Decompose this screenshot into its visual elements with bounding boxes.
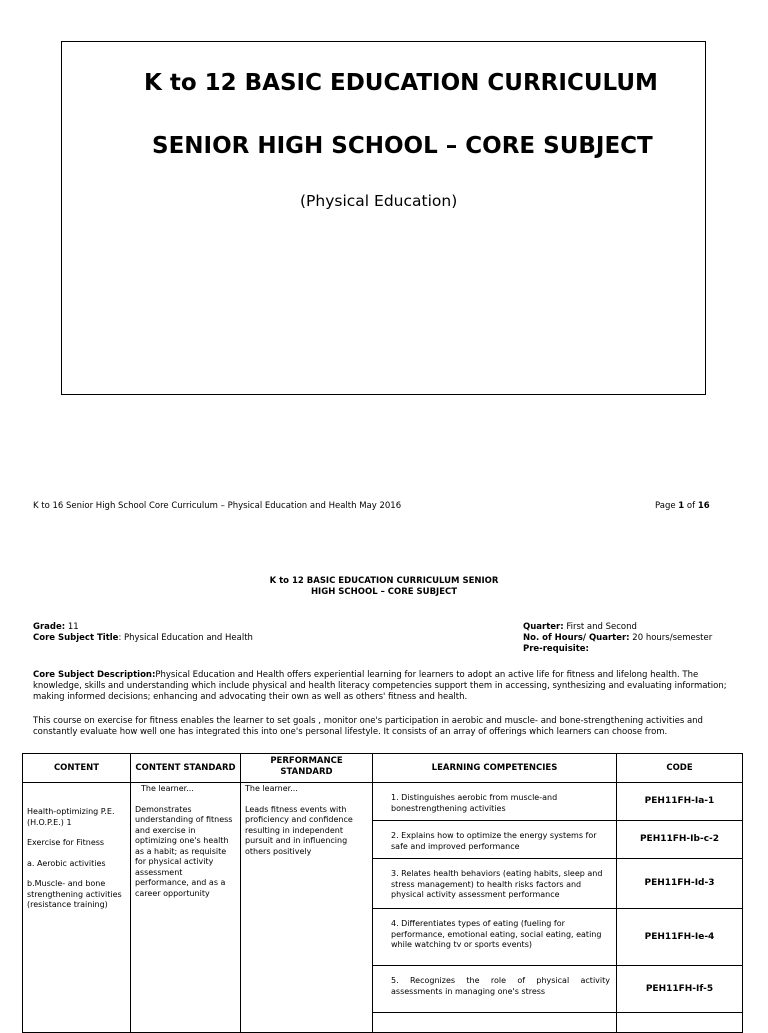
cover-subtitle: SENIOR HIGH SCHOOL – CORE SUBJECT — [152, 133, 653, 159]
code-cell: PEH11FH-Ia-1 — [617, 783, 743, 821]
subject-description — [33, 670, 745, 703]
header-content-standard: CONTENT STANDARD — [131, 754, 241, 783]
cover-box — [61, 41, 706, 395]
cover-title: K to 12 BASIC EDUCATION CURRICULUM — [144, 70, 658, 96]
performance-standard-text: Leads fitness events with proficiency and confidence resulting in independent pursuit and in influencing others positively — [245, 804, 353, 856]
header-learning-competencies: LEARNING COMPETENCIES — [373, 754, 617, 783]
content-standard-text-2: for physical activity assessment performance, and as a career opportunity — [135, 857, 226, 898]
competency-cell: 4. Differentiates types of eating (fueling for performance, emotional eating, social eating, eating while watching tv or sports events) — [373, 909, 617, 966]
content-line: (H.O.P.E.) 1 — [27, 817, 72, 827]
content-line: a. Aerobic activities — [27, 858, 106, 868]
heading-line-2: HIGH SCHOOL – CORE SUBJECT — [310, 587, 458, 597]
grade-value: 11 — [65, 622, 79, 632]
page-label: Page — [655, 501, 679, 511]
competency-cell: 2. Explains how to optimize the energy systems for safe and improved performance — [373, 821, 617, 859]
description-label: Core Subject Description: — [33, 670, 156, 680]
grade-label: Grade: — [33, 622, 66, 632]
performance-standard-intro: The learner... — [245, 784, 298, 793]
content-cell — [23, 783, 131, 1033]
hours-label: No. of Hours/ Quarter: — [523, 633, 630, 643]
competency-cell: 5. Recognizes the role of physical activity assessments in managing one's stress — [373, 966, 617, 1013]
content-line: Health-optimizing P.E. — [27, 807, 115, 816]
quarter-row — [523, 622, 712, 633]
document-heading — [0, 576, 768, 598]
content-standard-text: Demonstrates understanding of fitness and exercise in optimizing one's health as a habit; as requisite — [135, 804, 233, 856]
subject-row — [33, 633, 253, 644]
competency-cell: 1. Distinguishes aerobic from muscle-and bonestrengthening activities — [373, 783, 617, 821]
hours-value: 20 hours/semester — [629, 633, 713, 643]
header-content: CONTENT — [23, 754, 131, 783]
hours-row — [523, 633, 712, 644]
page-total: 16 — [697, 501, 710, 511]
description-text: Physical Education and Health offers experiential learning for learners to adopt an active life for fitness and lifelong health. The knowledge, skills and understanding which include physical and health literacy competencies support them in accessing, synthesizing and evaluating information; making informed decisions; enhancing and advocating their own as well as others' fitness and health. — [33, 670, 727, 702]
quarter-label: Quarter: — [523, 622, 564, 632]
page-footer-text: K to 16 Senior High School Core Curriculum – Physical Education and Health May 2016 — [33, 501, 402, 511]
header-code: CODE — [617, 754, 743, 783]
code-cell-empty — [617, 1013, 743, 1033]
prereq-row — [523, 644, 712, 655]
code-cell: PEH11FH-Ie-4 — [617, 909, 743, 966]
competency-cell: 3. Relates health behaviors (eating habits, sleep and stress management) to health risks factors and physical activity assessment performance — [373, 859, 617, 909]
competency-cell-empty — [373, 1013, 617, 1033]
course-description: This course on exercise for fitness enables the learner to set goals , monitor one's participation in aerobic and muscle- and bone-strengthening activities and constantly evaluate how well one has integrated this into one's personal lifestyle. It consists of an array of offerings which learners can choose from. — [33, 716, 703, 737]
quarter-value: First and Second — [563, 622, 637, 632]
curriculum-table — [22, 753, 743, 1033]
prereq-label: Pre-requisite: — [523, 644, 589, 654]
header-performance-standard: PERFORMANCE STANDARD — [241, 754, 373, 783]
subject-value: : Physical Education and Health — [118, 633, 253, 643]
meta-right — [523, 622, 712, 655]
table-row — [23, 783, 743, 821]
code-cell: PEH11FH-Id-3 — [617, 859, 743, 909]
grade-row — [33, 622, 253, 633]
code-cell: PEH11FH-If-5 — [617, 966, 743, 1013]
meta-left — [33, 622, 253, 644]
subject-label: Core Subject Title — [33, 633, 119, 643]
code-cell: PEH11FH-Ib-c-2 — [617, 821, 743, 859]
heading-line-1: K to 12 BASIC EDUCATION CURRICULUM SENIOR — [269, 576, 499, 586]
cover-subject: (Physical Education) — [300, 192, 458, 210]
page-number — [655, 501, 710, 511]
content-line: b.Muscle- and bone strengthening activities (resistance training) — [27, 879, 122, 909]
content-standard-intro: The learner... — [141, 784, 194, 793]
page-current: 1 — [678, 501, 685, 511]
page-of-label: of — [684, 501, 698, 511]
content-line: Exercise for Fitness — [27, 838, 105, 847]
table-header-row — [23, 754, 743, 783]
performance-standard-cell — [241, 783, 373, 1033]
content-standard-cell — [131, 783, 241, 1033]
